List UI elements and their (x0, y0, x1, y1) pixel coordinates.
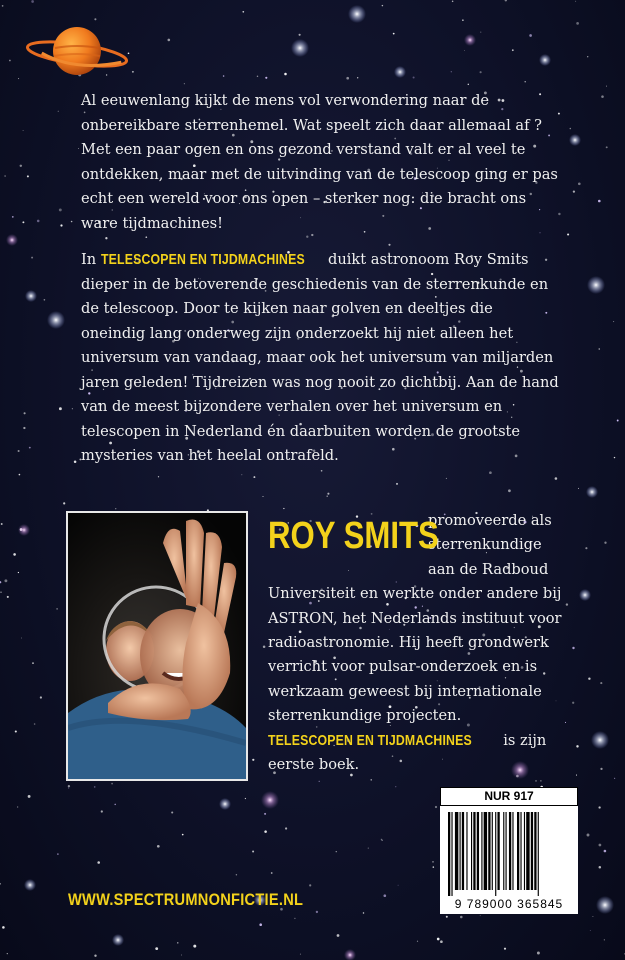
bright-star (579, 589, 591, 601)
star (599, 348, 600, 349)
star (158, 476, 159, 477)
star (321, 470, 323, 472)
barcode-bar (512, 812, 513, 890)
star (19, 474, 21, 476)
star (115, 508, 116, 509)
star (1, 523, 3, 525)
star (396, 483, 398, 485)
star (319, 781, 320, 782)
bright-star (539, 54, 551, 66)
barcode-bar (538, 812, 539, 896)
summary-prefix: In (81, 251, 97, 268)
star (4, 175, 6, 177)
star (15, 730, 17, 732)
star (2, 5, 4, 7)
star (570, 128, 572, 130)
barcode-bar (484, 812, 487, 890)
star (28, 795, 31, 798)
barcode-bar (509, 812, 511, 890)
star (388, 244, 390, 246)
barcode-bar (448, 812, 450, 896)
star (592, 916, 593, 917)
star (524, 81, 525, 82)
author-photo (66, 511, 248, 781)
star (24, 412, 26, 414)
bright-star (591, 731, 609, 749)
star (242, 11, 244, 13)
barcode-bar (488, 812, 490, 890)
star (604, 850, 607, 853)
barcode-bar (481, 812, 482, 890)
star (357, 77, 358, 78)
star (294, 918, 295, 919)
star (393, 33, 395, 35)
star (468, 84, 469, 85)
star (71, 221, 73, 223)
barcode-bar (460, 812, 461, 890)
star (101, 810, 103, 812)
star (264, 830, 267, 833)
author-bio-end: is zijn eerste boek. (268, 731, 547, 774)
star (604, 542, 606, 544)
star (31, 0, 34, 3)
star (535, 780, 537, 782)
star (105, 237, 107, 239)
star (451, 71, 452, 72)
star (598, 200, 601, 203)
star (74, 461, 77, 464)
star (604, 939, 605, 940)
star (382, 5, 383, 6)
star (20, 165, 22, 167)
star (0, 581, 1, 583)
barcode-bar (462, 812, 464, 890)
barcode-bar (471, 812, 472, 890)
barcode-bar (503, 812, 504, 890)
star (263, 646, 266, 649)
bright-star (587, 276, 605, 294)
star (590, 930, 591, 931)
star (145, 236, 147, 238)
star (245, 798, 246, 799)
star (59, 407, 62, 410)
star (97, 861, 100, 864)
star (284, 73, 287, 76)
star (464, 50, 465, 51)
star (433, 866, 434, 867)
star (529, 34, 532, 37)
star (18, 78, 19, 79)
star (417, 941, 418, 942)
star (504, 948, 506, 950)
star (446, 916, 448, 918)
barcode-bars (448, 812, 570, 896)
bright-star (47, 311, 65, 329)
star (132, 71, 134, 73)
barcode-bar (534, 812, 536, 890)
bright-star (24, 879, 36, 891)
star (0, 592, 1, 593)
star (601, 95, 604, 98)
barcode-bar (524, 812, 525, 890)
bright-star (112, 934, 124, 946)
star (252, 759, 254, 761)
bright-star (291, 39, 309, 57)
star (316, 911, 318, 913)
star (572, 702, 574, 704)
star (489, 471, 492, 474)
star (57, 853, 58, 854)
star (452, 1, 454, 3)
barcode-bar (477, 812, 479, 890)
barcode-bar (526, 812, 529, 890)
star (368, 848, 369, 849)
star (40, 696, 42, 698)
bright-star (219, 798, 231, 810)
star (72, 408, 73, 409)
star (371, 779, 372, 780)
star (236, 874, 237, 875)
star (600, 682, 602, 684)
star (157, 845, 160, 848)
star (567, 233, 569, 235)
star (21, 638, 22, 639)
star (382, 840, 383, 841)
star (300, 954, 301, 955)
star (381, 839, 382, 840)
star (573, 190, 575, 192)
star (537, 952, 540, 955)
star (264, 813, 266, 815)
star (262, 496, 263, 497)
star (440, 940, 443, 943)
barcode-bar (506, 812, 507, 890)
summary-book-title: TELESCOPEN EN TIJDMACHINES (100, 251, 305, 268)
star (460, 916, 463, 919)
star (540, 780, 541, 781)
bright-star (6, 234, 18, 246)
star (588, 677, 590, 679)
star (58, 111, 59, 112)
barcode-bar (531, 812, 533, 890)
star (363, 912, 364, 913)
summary-text: duikt astronoom Roy Smits dieper in de betoverende geschiedenis van de sterrenkunde en de telescoop. Door te kijken naar golven en deeltjes die oneindig lang onderweg zijn onderzoekt hij niet alleen het universum van vandaag, maar ook het universum van miljarden jaren geleden! Tijdreizen was nog nooit zo dichtbij. Aan de hand van de meest bijzondere verhalen over het universum en telescopen in Nederland én daarbuiten worden de grootste mysteries van het heelal ontrafeld. (81, 251, 559, 464)
star (257, 76, 258, 77)
barcode-bar (473, 812, 475, 890)
star (327, 493, 329, 495)
star (337, 934, 340, 937)
star (600, 768, 602, 770)
bright-star (344, 949, 356, 960)
star (193, 945, 196, 948)
star (336, 851, 337, 852)
star (614, 778, 615, 779)
intro-text: Al eeuwenlang kijkt de mens vol verwondering naar de onbereikbare sterrenhemel. Wat speelt zich daar allemaal af ? Met een paar ogen en ons gezond verstand valt er al veel te ontdekken, maar met de uitvinding van de telescoop ging er pas echt een wereld voor ons open – sterker nog: die bracht ons ware tijdmachines! (81, 92, 558, 232)
star (2, 926, 5, 929)
star (56, 608, 58, 610)
bright-star (25, 290, 37, 302)
star (576, 745, 578, 747)
barcode-bar (466, 812, 467, 890)
barcode-bar (451, 812, 452, 896)
star (462, 19, 464, 21)
star (606, 86, 607, 87)
star (598, 806, 600, 808)
star (181, 955, 182, 956)
star (606, 146, 608, 148)
star (60, 224, 62, 226)
bright-star (569, 134, 581, 146)
star (18, 450, 20, 452)
star (0, 883, 1, 884)
star (22, 221, 24, 223)
star (31, 257, 33, 259)
star (309, 884, 311, 886)
star (29, 447, 31, 449)
star (437, 938, 440, 941)
star (505, 0, 507, 2)
star (9, 60, 11, 62)
star (32, 662, 34, 664)
star (585, 547, 587, 549)
barcode-bar (495, 812, 496, 896)
star (68, 785, 70, 787)
star (572, 647, 574, 649)
star (7, 953, 8, 954)
isbn-barcode (440, 806, 578, 914)
star (587, 56, 588, 57)
star (171, 811, 173, 813)
author-name: ROY SMITS (268, 515, 439, 557)
star (177, 942, 178, 943)
star (253, 476, 255, 478)
star (223, 75, 225, 77)
barcode-bar (492, 812, 493, 890)
star (480, 32, 481, 33)
star (578, 488, 579, 489)
star (182, 834, 184, 836)
star (68, 787, 69, 788)
star (395, 786, 396, 787)
star (599, 844, 602, 847)
star (111, 783, 113, 785)
star (23, 130, 24, 131)
bright-star (394, 66, 406, 78)
star (13, 553, 16, 556)
star (27, 175, 29, 177)
star (241, 474, 242, 475)
star (78, 148, 79, 149)
barcode-bar (520, 812, 521, 890)
star (12, 216, 14, 218)
star (17, 806, 18, 807)
star (23, 427, 25, 429)
star (575, 1, 576, 2)
star (480, 71, 482, 73)
star (34, 723, 36, 725)
bright-star (18, 524, 30, 536)
star (480, 915, 481, 916)
star (259, 923, 262, 926)
star (617, 420, 619, 422)
isbn-number: 9 789000 365845 (454, 897, 564, 911)
star (599, 866, 602, 869)
star (63, 502, 65, 504)
star (94, 955, 96, 957)
star (252, 850, 254, 852)
star (512, 49, 514, 51)
barcode-bar (517, 812, 519, 890)
star (508, 489, 511, 492)
nur-code: NUR 917 (440, 787, 578, 806)
intro-paragraph (81, 89, 561, 236)
star (7, 596, 9, 598)
star (614, 457, 615, 458)
bio-book-title: TELESCOPEN EN TIJDMACHINES (268, 731, 472, 749)
barcode-bar (455, 812, 458, 890)
star (4, 579, 7, 582)
star (555, 477, 558, 480)
star (432, 861, 433, 862)
bright-star (586, 486, 598, 498)
star (94, 786, 96, 788)
bright-star (464, 34, 476, 46)
star (576, 775, 577, 776)
star (326, 495, 327, 496)
star (413, 76, 415, 78)
star (446, 478, 447, 479)
summary-paragraph (81, 248, 561, 469)
publisher-website[interactable]: WWW.SPECTRUMNONFICTIE.NL (68, 890, 304, 909)
star (59, 208, 62, 211)
star (578, 182, 581, 185)
star (265, 77, 267, 79)
star (383, 894, 386, 897)
star (44, 299, 46, 301)
star (346, 77, 349, 80)
star (114, 804, 116, 806)
star (587, 834, 590, 837)
star (435, 806, 437, 808)
star (398, 885, 399, 886)
author-bio-text: promoveerde als sterrenkundige aan de Radboud Universiteit en werkte onder andere bij ASTRON, het Nederlands instituut voor radioastronomie. Hij heeft grondwerk verricht voor pulsar-onderzoek en is werkzaam geweest bij internationale sterrenkundige projecten. (268, 512, 562, 725)
star (285, 827, 287, 829)
author-bio (268, 509, 568, 777)
barcode-bar (497, 812, 499, 890)
star (37, 220, 40, 223)
ringed-planet-icon (22, 18, 132, 84)
bright-star (596, 896, 614, 914)
bright-star (348, 5, 366, 23)
star (168, 39, 171, 42)
star (613, 321, 614, 322)
bright-star (261, 791, 279, 809)
star (271, 872, 273, 874)
star (18, 572, 19, 573)
star (299, 34, 301, 36)
star (184, 83, 185, 84)
star (576, 22, 579, 25)
star (155, 947, 158, 950)
